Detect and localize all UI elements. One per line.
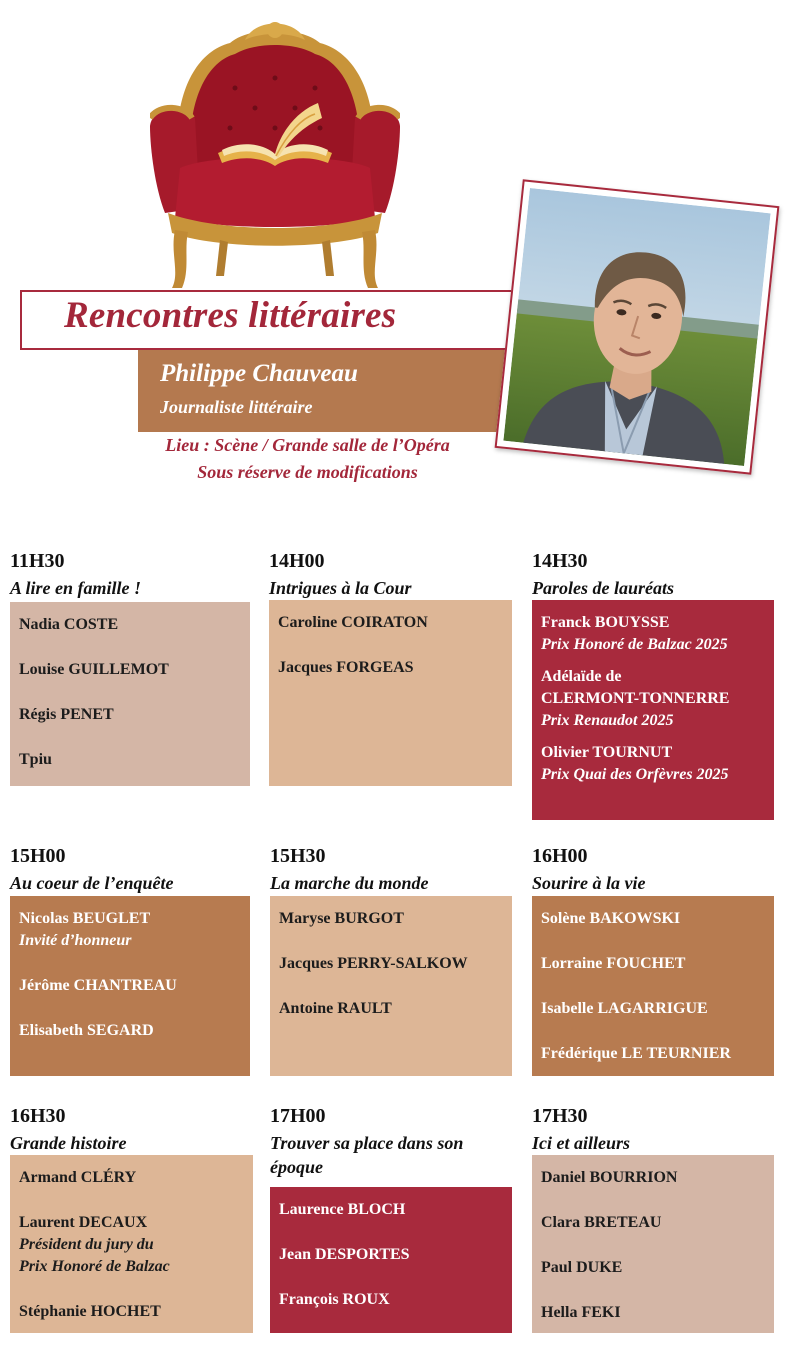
- page-title: Rencontres littéraires: [64, 295, 397, 336]
- time-slot: [10, 550, 250, 786]
- speaker-name: Nadia COSTE: [19, 616, 119, 633]
- speaker-name: Stéphanie HOCHET: [19, 1303, 161, 1320]
- speaker-note: Prix Honoré de Balzac: [19, 1258, 170, 1275]
- time-slot: [269, 550, 512, 786]
- speaker-entry: [19, 1301, 245, 1323]
- slot-time: 14H30: [532, 550, 588, 572]
- host-photo-frame: [495, 179, 780, 474]
- speakers-box: [10, 602, 250, 786]
- host-portrait-photo: [503, 188, 770, 466]
- slot-theme: Paroles de lauréats: [532, 578, 674, 598]
- speaker-entry: [541, 612, 766, 656]
- speaker-entry: [19, 1020, 242, 1042]
- speakers-box: [532, 600, 774, 820]
- speaker-name: Daniel BOURRION: [541, 1169, 678, 1186]
- slot-time: 16H30: [10, 1105, 66, 1127]
- slot-time: 16H00: [532, 845, 588, 867]
- speakers-box: [10, 1155, 253, 1333]
- speaker-name: Jacques FORGEAS: [278, 659, 414, 676]
- speaker-name: Jean DESPORTES: [279, 1246, 410, 1263]
- speaker-name: Olivier TOURNUT: [541, 744, 673, 761]
- speaker-note: Prix Renaudot 2025: [541, 712, 674, 729]
- speaker-name: Lorraine FOUCHET: [541, 955, 686, 972]
- speaker-entry: [279, 908, 504, 930]
- speaker-entry: [278, 657, 504, 679]
- speaker-name: Régis PENET: [19, 706, 114, 723]
- slot-theme: Ici et ailleurs: [532, 1133, 630, 1153]
- speaker-name: Laurence BLOCH: [279, 1201, 406, 1218]
- armchair-with-book-illustration: [150, 18, 400, 293]
- speaker-name: Nicolas BEUGLET: [19, 910, 151, 927]
- speaker-entry: [19, 1167, 245, 1189]
- speaker-entry: [279, 1199, 504, 1221]
- slot-theme: Au coeur de l’enquête: [10, 873, 174, 893]
- speaker-entry: [541, 1257, 766, 1279]
- speaker-note: Prix Honoré de Balzac 2025: [541, 636, 728, 653]
- time-slot: [270, 1105, 512, 1333]
- speaker-name: Frédérique LE TEURNIER: [541, 1045, 731, 1062]
- speaker-entry: [279, 1244, 504, 1266]
- slot-theme: Intrigues à la Cour: [269, 578, 412, 598]
- speaker-name: Isabelle LAGARRIGUE: [541, 1000, 708, 1017]
- speaker-entry: [19, 975, 242, 997]
- speaker-name: Caroline COIRATON: [278, 614, 428, 631]
- speaker-name-cont: CLERMONT-TONNERRE: [541, 690, 730, 707]
- speaker-entry: [19, 704, 242, 726]
- speaker-note: Prix Quai des Orfèvres 2025: [541, 766, 729, 783]
- speaker-note: Président du jury du: [19, 1236, 154, 1253]
- speakers-box: [270, 896, 512, 1076]
- slot-theme: La marche du monde: [270, 873, 429, 893]
- speaker-entry: [278, 612, 504, 634]
- time-slot: [10, 1105, 253, 1333]
- speaker-name: Tpiu: [19, 751, 52, 768]
- speaker-name: Elisabeth SEGARD: [19, 1022, 154, 1039]
- speaker-name: Jérôme CHANTREAU: [19, 977, 177, 994]
- speaker-name: Armand CLÉRY: [19, 1169, 137, 1186]
- speaker-entry: [541, 1043, 766, 1065]
- slot-theme: A lire en famille !: [10, 578, 142, 598]
- slot-theme: Grande histoire: [10, 1133, 127, 1153]
- speaker-name: Clara BRETEAU: [541, 1214, 662, 1231]
- slot-theme: Trouver sa place dans son époque: [270, 1133, 464, 1177]
- speaker-name: Solène BAKOWSKI: [541, 910, 681, 927]
- speaker-entry: [541, 998, 766, 1020]
- speaker-name: Franck BOUYSSE: [541, 614, 670, 631]
- time-slot: [532, 1105, 774, 1333]
- speaker-name: Antoine RAULT: [279, 1000, 392, 1017]
- speakers-box: [532, 896, 774, 1076]
- speaker-name: Adélaïde de: [541, 668, 622, 685]
- venue-info: [110, 432, 505, 486]
- speaker-name: Louise GUILLEMOT: [19, 661, 169, 678]
- speaker-name: Maryse BURGOT: [279, 910, 404, 927]
- speaker-entry: [19, 659, 242, 681]
- speakers-box: [10, 896, 250, 1076]
- speaker-entry: [19, 908, 242, 952]
- speaker-entry: [541, 666, 766, 732]
- slot-time: 14H00: [269, 550, 325, 572]
- speaker-name: Paul DUKE: [541, 1259, 623, 1276]
- slot-time: 17H00: [270, 1105, 326, 1127]
- speaker-name: Hella FEKI: [541, 1304, 621, 1321]
- slot-time: 17H30: [532, 1105, 588, 1127]
- time-slot: [532, 845, 774, 1076]
- speaker-entry: [541, 1167, 766, 1189]
- speaker-name: Jacques PERRY-SALKOW: [279, 955, 468, 972]
- speaker-entry: [279, 998, 504, 1020]
- speaker-entry: [541, 1302, 766, 1324]
- speaker-entry: [19, 1212, 245, 1278]
- speaker-name: Laurent DECAUX: [19, 1214, 148, 1231]
- time-slot: [10, 845, 250, 1076]
- speaker-entry: [19, 749, 242, 771]
- slot-time: 15H30: [270, 845, 326, 867]
- slot-theme: Sourire à la vie: [532, 873, 646, 893]
- speaker-note: Invité d’honneur: [19, 932, 132, 949]
- speakers-box: [270, 1187, 512, 1333]
- slot-time: 15H00: [10, 845, 66, 867]
- speakers-box: [269, 600, 512, 786]
- speaker-entry: [541, 742, 766, 786]
- host-name: Philippe Chauveau: [160, 360, 358, 387]
- speaker-entry: [541, 1212, 766, 1234]
- host-role: Journaliste littéraire: [160, 397, 313, 417]
- venue-line: Lieu : Scène / Grande salle de l’Opéra: [165, 435, 450, 455]
- notice-line: Sous réserve de modifications: [197, 462, 418, 482]
- speaker-entry: [541, 953, 766, 975]
- speakers-box: [532, 1155, 774, 1333]
- speaker-entry: [279, 953, 504, 975]
- time-slot: [532, 550, 774, 820]
- speaker-entry: [19, 614, 242, 636]
- speaker-entry: [541, 908, 766, 930]
- speaker-entry: [279, 1289, 504, 1311]
- speaker-name: François ROUX: [279, 1291, 390, 1308]
- slot-time: 11H30: [10, 550, 65, 572]
- time-slot: [270, 845, 512, 1076]
